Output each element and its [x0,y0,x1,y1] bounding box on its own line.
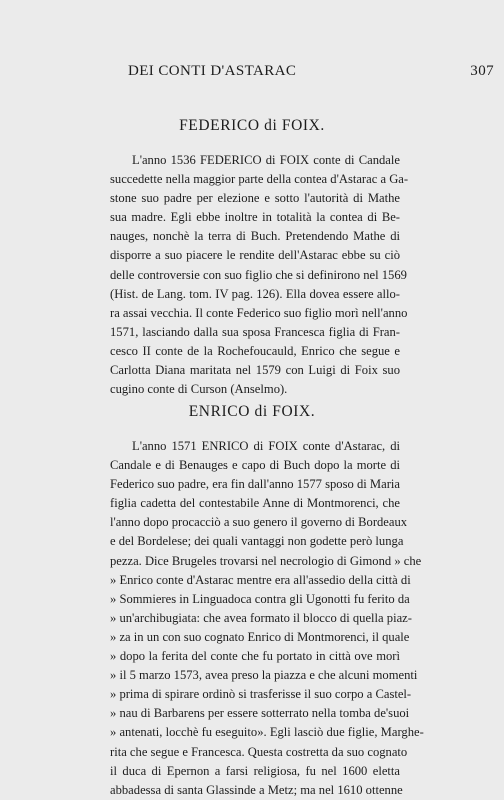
text-line: disporre a suo piacere le rendite dell'Astarac ebbe su ciò [110,248,400,263]
text-line: nauges, nonchè la terra di Buch. Pretendendo Mathe di [110,229,400,244]
text-line: e del Bordelese; dei quali vantaggi non godette però lunga [110,534,404,549]
text-line: succedette nella maggior parte della contea d'Astarac a Ga- [110,172,409,187]
text-line: l'anno dopo procacciò a suo genero il governo di Bordeaux [110,515,408,530]
section-body-federico [110,151,409,399]
text-line: il duca di Epernon a farsi religiosa, fu nel 1600 eletta [110,763,400,778]
text-line: » prima di spirare ordinò si trasferisse il suo corpo a Castel- [110,687,412,702]
text-line: » za in un con suo cognato Enrico di Montmorenci, il quale [110,629,410,644]
text-line: » un'archibugiata: che avea formato il blocco di quella piaz- [110,610,412,625]
text-line: » dopo la ferita del conte che fu portato in città ove morì [110,649,400,664]
text-line: pezza. Dice Brugeles trovarsi nel necrologio di Gimond » che [110,553,422,568]
text-line: » Sommieres in Linguadoca contra gli Ugonotti fu ferito da [110,591,410,606]
text-line: » nau di Barbarens per essere sotterrato nella tomba de'suoi [110,706,410,721]
text-line: » antenati, locchè fu eseguito». Egli lasciò due figlie, Marghe- [110,725,424,740]
text-line: stone suo padre per elezione e sotto l'autorità di Mathe [110,191,400,206]
section-body-enrico [110,437,424,800]
text-line: delle controversie con suo figlio che si definirono nel 1569 [110,267,407,282]
text-line: (Hist. de Lang. tom. IV pag. 126). Ella dovea essere allo- [110,286,400,301]
text-line: » il 5 marzo 1573, avea preso la piazza e che alcuni momenti [110,668,418,683]
text-line: Federico suo padre, era fin dall'anno 1577 sposo di Maria [110,477,400,492]
text-line: Carlotta Diana maritata nel 1579 con Luigi di Foix suo [110,363,400,378]
text-line: cugino conte di Curson (Anselmo). [110,382,288,397]
text-line: » Enrico conte d'Astarac mentre era all'assedio della città di [110,572,411,587]
text-line: L'anno 1571 ENRICO di FOIX conte d'Astarac, di [132,439,400,453]
text-line: rita che segue e Francesca. Questa costretta da suo cognato [110,744,408,759]
text-line: cesco II conte de la Rochefoucauld, Enrico che segue e [110,343,400,358]
section-heading-federico: FEDERICO di FOIX. [179,117,325,134]
text-line: ra assai vecchia. Il conte Federico suo figlio morì nell'anno [110,305,408,320]
section-heading-enrico: ENRICO di FOIX. [188,403,316,420]
text-line: 1571, lasciando dalla sua sposa Francesca figlia di Fran- [110,324,400,339]
text-line: Candale e di Benauges e capo di Buch dopo la morte di [110,458,400,473]
text-line: abbadessa di santa Glassinde a Metz; ma nel 1610 ottenne [110,782,403,797]
text-line: figlia cadetta del contestabile Anne di Montmorenci, che [110,496,400,511]
text-line: sua madre. Egli ebbe inoltre in totalità la contea di Be- [110,210,400,225]
text-line: L'anno 1536 FEDERICO di FOIX conte di Candale [132,153,400,167]
running-header-title: DEI CONTI D'ASTARAC [128,63,297,79]
page-number: 307 [470,63,494,79]
